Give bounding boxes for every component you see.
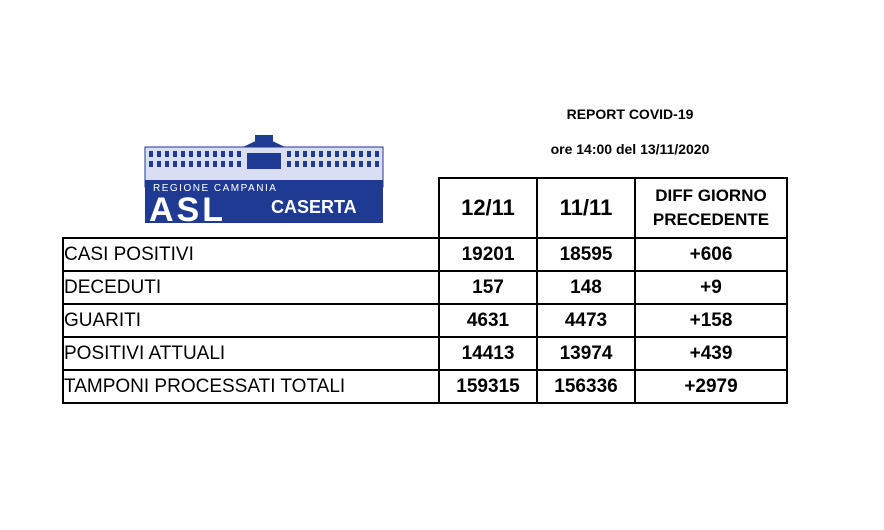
logo-region-text: REGIONE CAMPANIA	[153, 183, 278, 194]
table-header-row	[63, 178, 787, 238]
row-value-1: 157	[439, 271, 537, 304]
table-row	[63, 337, 787, 370]
row-diff: +9	[635, 271, 787, 304]
row-diff: +158	[635, 304, 787, 337]
header-date-1: 12/11	[439, 178, 537, 238]
row-label: DECEDUTI	[63, 271, 439, 304]
table-row	[63, 238, 787, 271]
row-value-1: 4631	[439, 304, 537, 337]
row-value-2: 18595	[537, 238, 635, 271]
row-label: TAMPONI PROCESSATI TOTALI	[63, 370, 439, 403]
row-value-1: 19201	[439, 238, 537, 271]
row-label: CASI POSITIVI	[63, 238, 439, 271]
logo-city-text: CASERTA	[271, 197, 357, 217]
report-subtitle: ore 14:00 del 13/11/2020	[550, 141, 710, 157]
covid-report-table	[62, 177, 788, 404]
row-label: POSITIVI ATTUALI	[63, 337, 439, 370]
row-value-1: 159315	[439, 370, 537, 403]
row-value-2: 148	[537, 271, 635, 304]
row-label: GUARITI	[63, 304, 439, 337]
row-diff: +439	[635, 337, 787, 370]
row-diff: +2979	[635, 370, 787, 403]
row-value-1: 14413	[439, 337, 537, 370]
table-row	[63, 370, 787, 403]
header-date-2: 11/11	[537, 178, 635, 238]
row-value-2: 13974	[537, 337, 635, 370]
table-row	[63, 271, 787, 304]
logo-asl-text: ASL	[149, 191, 226, 225]
report-title: REPORT COVID-19	[566, 106, 694, 122]
row-value-2: 4473	[537, 304, 635, 337]
header-diff: DIFF GIORNO PRECEDENTE	[635, 178, 787, 238]
row-value-2: 156336	[537, 370, 635, 403]
row-diff: +606	[635, 238, 787, 271]
table-row	[63, 304, 787, 337]
